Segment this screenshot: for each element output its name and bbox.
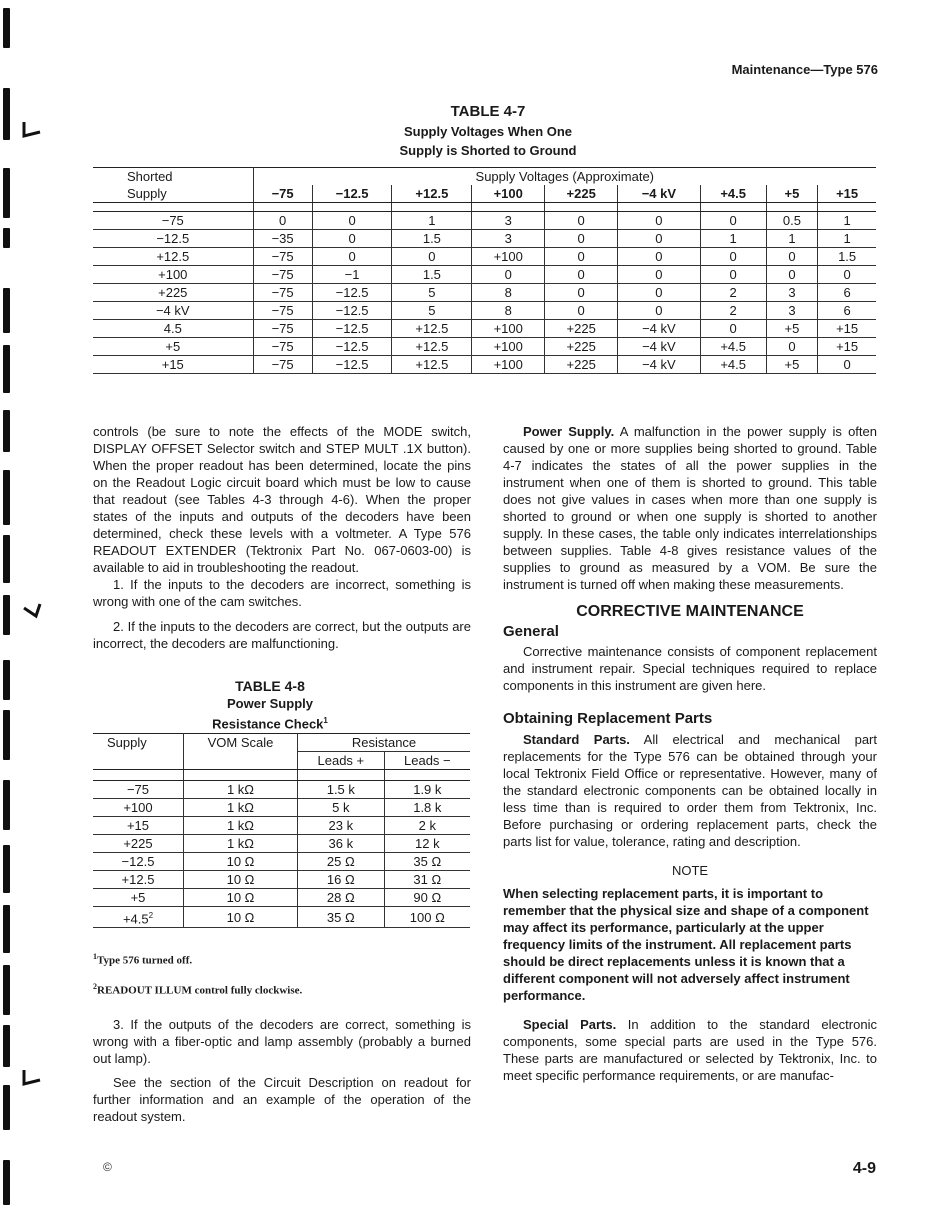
shorted-head: Shorted [127,169,173,184]
caption-line: Power Supply [227,696,313,711]
table-4-7-caption [300,102,676,160]
table-cell: −75 [253,338,312,356]
table-cell: 0 [700,266,766,284]
table-cell: 1.9 k [384,781,470,799]
table-cell: 3 [766,302,818,320]
supply-head: Supply [107,735,147,751]
row-head: +15 [93,817,184,835]
table-cell: 0 [312,212,392,230]
table-cell: 3 [472,212,545,230]
table-cell: 23 k [298,817,385,835]
table-row [93,248,876,266]
table-cell: 10 Ω [184,853,298,871]
table-cell: −75 [253,284,312,302]
column-head: +4.5 [700,185,766,203]
table-cell: +225 [545,338,618,356]
table-cell: 0 [545,302,618,320]
table-cell: +100 [472,248,545,266]
table-cell: +100 [472,320,545,338]
table-cell: +5 [766,320,818,338]
table-cell: 28 Ω [298,889,385,907]
table-label: TABLE 4-7 [450,103,526,120]
table-cell: −12.5 [312,320,392,338]
section-heading: CORRECTIVE MAINTENANCE [576,603,804,620]
row-head: −12.5 [93,853,184,871]
column-head: −75 [253,185,312,203]
table-row [93,853,470,871]
table-cell: −75 [253,248,312,266]
table-cell: +225 [545,320,618,338]
table-cell: 8 [472,302,545,320]
table-cell: 6 [818,302,876,320]
row-head: −4 kV [93,302,253,320]
caption-line: Supply is Shorted to Ground [399,143,577,158]
row-head: 4.5 [93,320,253,338]
table-cell: +12.5 [392,356,472,374]
table-cell: 6 [818,284,876,302]
table-row [93,871,470,889]
table-cell: 0 [312,248,392,266]
table-row [93,338,876,356]
row-head: −75 [93,781,184,799]
table-cell: −75 [253,356,312,374]
table-cell: 1 kΩ [184,781,298,799]
row-head: +225 [93,835,184,853]
column-head: −12.5 [312,185,392,203]
table-row [93,799,470,817]
column-head: +15 [818,185,876,203]
table-cell: −1 [312,266,392,284]
table-cell: 25 Ω [298,853,385,871]
shorted-head: Supply [93,185,253,203]
table-cell: 1 [392,212,472,230]
column-head: +225 [545,185,618,203]
table-cell: 12 k [384,835,470,853]
table-cell: +100 [472,338,545,356]
table-cell: 0 [618,266,701,284]
right-column [503,423,877,1084]
table-cell: 0 [312,230,392,248]
table-cell: 10 Ω [184,907,298,928]
table-row [93,302,876,320]
table-4-8-caption [170,678,370,732]
table-cell: 1.5 k [298,781,385,799]
table-cell: 2 [700,284,766,302]
paragraph: 2. If the inputs to the decoders are correct, but the outputs are incorrect, the decoders are malfunctioning. [93,619,471,651]
table-cell: 0 [700,212,766,230]
table-cell: +4.5 [700,338,766,356]
table-cell: 2 [700,302,766,320]
table-cell: 0 [545,230,618,248]
table-cell: −75 [253,320,312,338]
caption-line: Supply Voltages When One [403,124,573,139]
paragraph: 3. If the outputs of the decoders are correct, something is wrong with a fiber-optic and lamp assembly (probably a burned out lamp). [93,1017,471,1066]
table-row [93,907,470,928]
table-row [93,266,876,284]
table-cell: +15 [818,320,876,338]
table-row [93,320,876,338]
table-row [93,817,470,835]
run-in-head: Special Parts. [523,1017,617,1032]
row-head: −12.5 [93,230,253,248]
table-cell: 0 [700,248,766,266]
row-head: +15 [93,356,253,374]
voltages-head: Supply Voltages (Approximate) [253,168,876,186]
table-cell: 1 [818,230,876,248]
row-head: +12.5 [93,248,253,266]
table-cell: 0 [766,266,818,284]
table-row [93,889,470,907]
row-head: +225 [93,284,253,302]
column-head: +5 [766,185,818,203]
table-cell: 0.5 [766,212,818,230]
subsection-heading: Obtaining Replacement Parts [503,710,713,727]
footnote-ref: 2 [148,911,154,920]
table-cell: 0 [818,266,876,284]
table-cell: 2 k [384,817,470,835]
table-cell: 0 [545,266,618,284]
table-cell: −4 kV [618,338,701,356]
table-row [93,835,470,853]
run-in-head: Power Supply. [523,424,615,439]
table-cell: 1 kΩ [184,835,298,853]
table-cell: 1 [818,212,876,230]
footnote-2: $^2$READOUT ILLUM control fully clockwise. [93,982,303,997]
table-cell: 0 [818,356,876,374]
table-cell: 10 Ω [184,871,298,889]
column-head: +100 [472,185,545,203]
leads-plus-head: Leads + [298,752,385,770]
table-cell: −12.5 [312,356,392,374]
table-cell: 0 [545,248,618,266]
table-row [93,356,876,374]
resistance-head: Resistance [298,734,471,752]
row-head: +5 [93,889,184,907]
table-cell: −12.5 [312,284,392,302]
table-cell: 0 [700,320,766,338]
table-cell: −12.5 [312,338,392,356]
table-cell: 0 [618,248,701,266]
table-cell: 1 [766,230,818,248]
left-column-lower [93,1016,471,1125]
table-cell: +12.5 [392,320,472,338]
paragraph: A malfunction in the power supply is often caused by one or more supplies being shorted to ground. Table 4-7 indicates the states of all the power supplies in the instrument when one of them is shorted to ground. This table does not give values in cases when more than one supply is shorted to ground or when one supply is shorted to another supply. In these cases, the table only indicates interrelationships between supplies. Table 4-8 gives resistance values of the supplies to ground as measured by a VOM. Be sure the instrument is turned off when making these measurements. [503,424,877,592]
column-head: −4 kV [618,185,701,203]
row-head: +12.5 [93,871,184,889]
table-cell: +100 [472,356,545,374]
row-head: +100 [93,266,253,284]
table-cell: 0 [618,284,701,302]
running-header: Maintenance—Type 576 [731,62,878,77]
row-head: +5 [93,338,253,356]
row-head: $+4.5^2$ [93,907,184,928]
table-cell: −4 kV [618,320,701,338]
table-cell: 35 Ω [384,853,470,871]
table-cell: +4.5 [700,356,766,374]
table-cell: 8 [472,284,545,302]
table-row [93,212,876,230]
table-row [93,284,876,302]
column-head: +12.5 [392,185,472,203]
table-cell: 0 [253,212,312,230]
table-4-7 [93,167,876,374]
table-cell: 1.5 [392,266,472,284]
run-in-head: Standard Parts. [523,732,630,747]
table-cell: +12.5 [392,338,472,356]
note-title: NOTE [671,863,709,878]
table-cell: 5 k [298,799,385,817]
table-cell: +5 [766,356,818,374]
table-cell: 0 [392,248,472,266]
subsection-heading: General [503,623,559,640]
paragraph: All electrical and mechanical part replacements for the Type 576 can be obtained through your local Tektronix Field Office or representative. However, many of the standard electronic components can be obtained locally in less time than is required to order them from Tektronix, Inc. Before purchasing or ordering replacement parts, check the parts list for value, tolerance, rating and description. [503,732,877,849]
row-head: −75 [93,212,253,230]
table-row [93,781,470,799]
table-cell: 0 [766,248,818,266]
table-cell: 31 Ω [384,871,470,889]
table-cell: 3 [766,284,818,302]
row-head: +100 [93,799,184,817]
table-cell: 1 kΩ [184,799,298,817]
caption-line: Resistance Check [212,716,324,732]
table-label: TABLE 4-8 [235,678,305,694]
paragraph: Corrective maintenance consists of component replacement and instrument repair. Special techniques required to replace components in this instrument are given here. [503,644,877,693]
table-cell: 0 [618,230,701,248]
vom-head: VOM Scale [184,734,298,752]
table-cell: +225 [545,356,618,374]
table-row [93,230,876,248]
table-cell: 100 Ω [384,907,470,928]
note-text: When selecting replacement parts, it is important to remember that the physical size and shape of a component may affect its performance, particularly at the upper frequency limits of the instrument. All replacement parts should be direct replacements unless it is known that a different component will not adversely affect instrument performance. [503,886,869,1003]
table-cell: 0 [472,266,545,284]
table-cell: −75 [253,266,312,284]
page-number: 4-9 [852,1160,876,1177]
paragraph: controls (be sure to note the effects of the MODE switch, DISPLAY OFFSET Selector switch and STEP MULT .1X button). When the proper readout has been determined, locate the pins on the Readout Logic circuit board which must be low to cause that readout (see Tables 4-3 through 4-6). When the proper states of the inputs and outputs of the decoders have been determined, check these levels with a voltmeter. A Type 576 READOUT EXTENDER (Tektronix Part No. 067-0603-00) is available to aid in troubleshooting the readout. [93,424,471,575]
table-cell: 90 Ω [384,889,470,907]
table-cell: −35 [253,230,312,248]
leads-minus-head: Leads − [384,752,470,770]
copyright-mark: © [103,1160,112,1174]
table-cell: 1.5 [818,248,876,266]
paragraph: In addition to the standard electronic components, some special parts are used in the Type 576. These parts are manufactured or selected by Tektronix, Inc. to meet specific performance requirements, or are manufac- [503,1017,877,1083]
table-cell: 16 Ω [298,871,385,889]
table-cell: 3 [472,230,545,248]
paragraph: See the section of the Circuit Description on readout for further information and an example of the operation of the readout system. [93,1075,471,1124]
table-cell: 10 Ω [184,889,298,907]
table-cell: 0 [545,212,618,230]
table-cell: −4 kV [618,356,701,374]
table-cell: 5 [392,284,472,302]
footnote-ref: 1 [323,716,328,725]
table-cell: 36 k [298,835,385,853]
left-column [93,423,471,652]
table-cell: 0 [766,338,818,356]
table-cell: 1 kΩ [184,817,298,835]
table-cell: 5 [392,302,472,320]
table-cell: 0 [545,284,618,302]
table-cell: 1 [700,230,766,248]
table-cell: 35 Ω [298,907,385,928]
footnote-1: $^1$Type 576 turned off. [93,952,193,967]
paragraph: 1. If the inputs to the decoders are incorrect, something is wrong with one of the cam switches. [93,577,471,609]
table-cell: 1.5 [392,230,472,248]
table-cell: 1.8 k [384,799,470,817]
table-cell: 0 [618,302,701,320]
table-cell: 0 [618,212,701,230]
table-cell: +15 [818,338,876,356]
table-4-8 [93,733,470,928]
table-cell: −75 [253,302,312,320]
table-cell: −12.5 [312,302,392,320]
